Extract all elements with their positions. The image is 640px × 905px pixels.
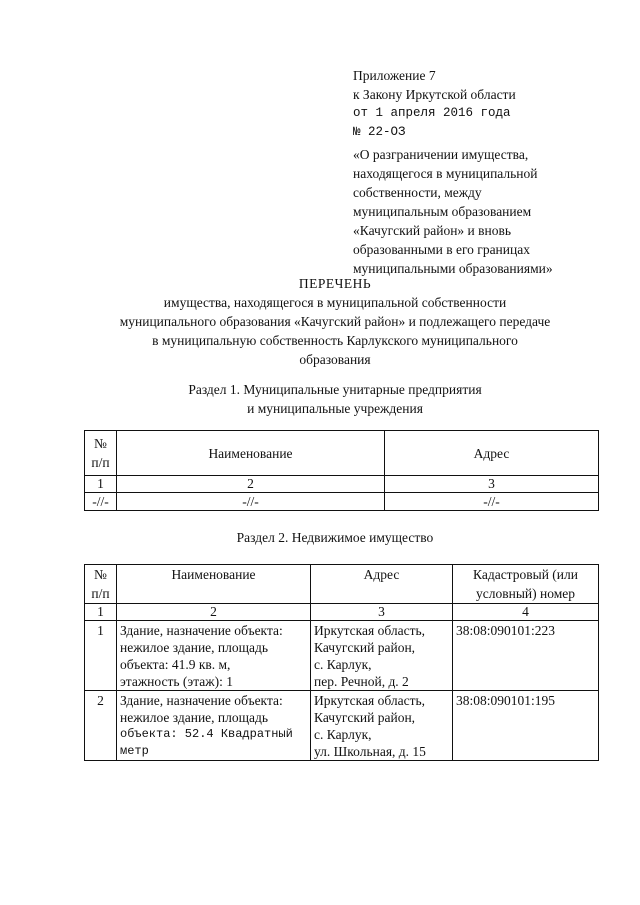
- property-address-line: ул. Школьная, д. 15: [314, 744, 426, 759]
- cadastral-number: 38:08:090101:195: [453, 691, 599, 761]
- row-number: 2: [85, 691, 117, 761]
- property-name-line: объекта: 41.9 кв. м,: [120, 657, 231, 672]
- section1-table: [84, 430, 599, 511]
- law-subject-line: муниципальными образованиями»: [353, 261, 553, 276]
- appendix-header: [353, 66, 623, 278]
- law-subject-line: находящегося в муниципальной: [353, 166, 538, 181]
- table-row: [85, 621, 599, 691]
- law-date: от 1 апреля 2016 года: [353, 106, 511, 120]
- law-subject-line: образованными в его границах: [353, 242, 530, 257]
- law-subject-line: собственности, между: [353, 185, 482, 200]
- cadastral-number: 38:08:090101:223: [453, 621, 599, 691]
- table-cell: -//-: [385, 493, 599, 511]
- property-name-line: нежилое здание, площадь: [120, 710, 269, 725]
- property-name-line: объекта: 52.4 Квадратный: [120, 727, 293, 741]
- column-number-cell: 1: [85, 476, 117, 493]
- column-number-cell: 3: [385, 476, 599, 493]
- law-reference: к Закону Иркутской области: [353, 87, 516, 102]
- property-name: [117, 691, 311, 761]
- title-line: муниципального образования «Качугский район» и подлежащего передаче: [119, 314, 551, 329]
- property-name-line: Здание, назначение объекта:: [120, 623, 283, 638]
- table-cell: -//-: [85, 493, 117, 511]
- title-heading: ПЕРЕЧЕНЬ: [298, 276, 372, 291]
- property-address-line: с. Карлук,: [314, 657, 372, 672]
- table-row: [85, 493, 599, 511]
- section2-title: Раздел 2. Недвижимое имущество: [236, 530, 434, 545]
- property-address: [311, 691, 453, 761]
- section1-title: [70, 380, 600, 418]
- title-line: в муниципальную собственность Карлукского муниципального: [152, 333, 518, 348]
- document-title: [70, 274, 600, 369]
- property-address-line: Иркутская область,: [314, 623, 426, 638]
- column-number-cell: 3: [311, 604, 453, 621]
- section2-table: [84, 564, 599, 761]
- property-address-line: Качугский район,: [314, 640, 416, 655]
- row-number: 1: [85, 621, 117, 691]
- property-address-line: пер. Речной, д. 2: [314, 674, 409, 689]
- property-address-line: с. Карлук,: [314, 727, 372, 742]
- column-number-cell: 4: [453, 604, 599, 621]
- section1-title-line: и муниципальные учреждения: [247, 401, 423, 416]
- table-row: [85, 691, 599, 761]
- property-address: [311, 621, 453, 691]
- law-subject-line: «Качугский район» и вновь: [353, 223, 512, 238]
- property-name: [117, 621, 311, 691]
- law-subject-line: «О разграничении имущества,: [353, 147, 529, 162]
- column-header-number: № п/п: [85, 565, 117, 604]
- section1-title-line: Раздел 1. Муниципальные унитарные предприятия: [188, 382, 482, 397]
- table-cell: -//-: [117, 493, 385, 511]
- appendix-label: Приложение 7: [353, 68, 436, 83]
- column-number-cell: 1: [85, 604, 117, 621]
- column-header-number: № п/п: [85, 431, 117, 476]
- property-address-line: Качугский район,: [314, 710, 416, 725]
- column-header-name: Наименование: [117, 565, 311, 604]
- column-header-address: Адрес: [385, 431, 599, 476]
- property-name-line: метр: [120, 744, 149, 758]
- column-header-cadastral: Кадастровый (или условный) номер: [453, 565, 599, 604]
- law-subject-line: муниципальным образованием: [353, 204, 532, 219]
- law-number: № 22-ОЗ: [353, 125, 406, 139]
- column-header-address: Адрес: [311, 565, 453, 604]
- title-line: имущества, находящегося в муниципальной собственности: [163, 295, 507, 310]
- property-name-line: этажность (этаж): 1: [120, 674, 233, 689]
- title-line: образования: [299, 352, 371, 367]
- property-name-line: нежилое здание, площадь: [120, 640, 269, 655]
- column-number-cell: 2: [117, 604, 311, 621]
- property-name-line: Здание, назначение объекта:: [120, 693, 283, 708]
- property-address-line: Иркутская область,: [314, 693, 426, 708]
- column-header-name: Наименование: [117, 431, 385, 476]
- column-number-cell: 2: [117, 476, 385, 493]
- law-subject: [353, 145, 623, 278]
